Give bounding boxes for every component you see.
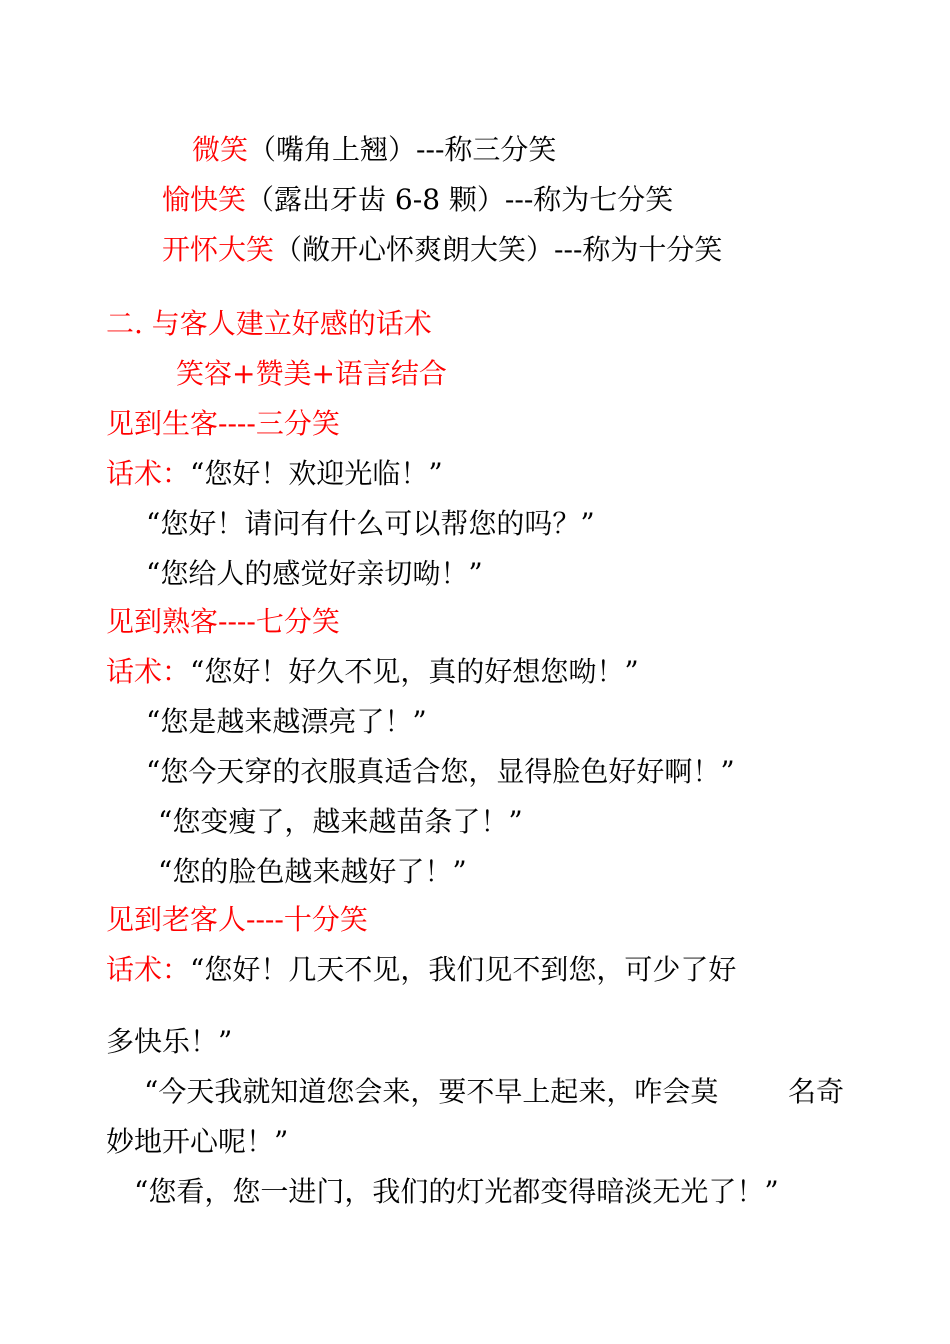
regular-guest-script-2: “今天我就知道您会来，要不早上起来，咋会莫	[144, 1075, 719, 1108]
familiar-guest-script-2: “您是越来越漂亮了！”	[146, 705, 427, 738]
familiar-guest-script-5: “您的脸色越来越好了！”	[158, 855, 467, 888]
script-text: “您好！几天不见，我们见不到您，可少了好	[190, 953, 737, 986]
smile-level-term: 愉快笑	[162, 183, 247, 216]
familiar-guest-script-4: “您变瘦了，越来越苗条了！”	[158, 805, 523, 838]
smile-level-term: 微笑	[192, 133, 249, 166]
regular-guest-script-2-fragment: 名奇	[788, 1075, 845, 1108]
formula-text: 笑容+赞美+语言结合	[176, 357, 447, 390]
script-label: 话术：	[106, 953, 191, 986]
smile-level-desc: （露出牙齿 6-8 颗）---称为七分笑	[246, 183, 674, 216]
smile-level-2	[162, 182, 673, 218]
script-label: 话术：	[106, 457, 191, 490]
smile-level-desc: （嘴角上翘）---称三分笑	[248, 133, 557, 166]
regular-guest-script-3: “您看，您一进门，我们的灯光都变得暗淡无光了！”	[134, 1175, 779, 1208]
smile-level-1	[192, 132, 556, 168]
section-heading: 二. 与客人建立好感的话术	[106, 307, 432, 340]
regular-guest-heading: 见到老客人----十分笑	[106, 903, 368, 936]
new-guest-script-1	[106, 456, 443, 492]
new-guest-script-2: “您好！请问有什么可以帮您的吗？”	[146, 507, 595, 540]
script-text: “您好！欢迎光临！”	[190, 457, 443, 490]
regular-guest-script-1-cont: 多快乐！”	[106, 1025, 233, 1058]
new-guest-script-3: “您给人的感觉好亲切呦！”	[146, 557, 483, 590]
smile-level-desc: （敞开心怀爽朗大笑）---称为十分笑	[274, 233, 723, 266]
new-guest-heading: 见到生客----三分笑	[106, 407, 340, 440]
script-label: 话术：	[106, 655, 191, 688]
familiar-guest-heading: 见到熟客----七分笑	[106, 605, 340, 638]
regular-guest-script-1	[106, 952, 736, 988]
smile-level-3	[162, 232, 722, 268]
familiar-guest-script-3: “您今天穿的衣服真适合您，显得脸色好好啊！”	[146, 755, 735, 788]
regular-guest-script-2-cont: 妙地开心呢！”	[106, 1125, 289, 1158]
script-text: “您好！好久不见，真的好想您呦！”	[190, 655, 639, 688]
familiar-guest-script-1	[106, 654, 639, 690]
smile-level-term: 开怀大笑	[162, 233, 275, 266]
